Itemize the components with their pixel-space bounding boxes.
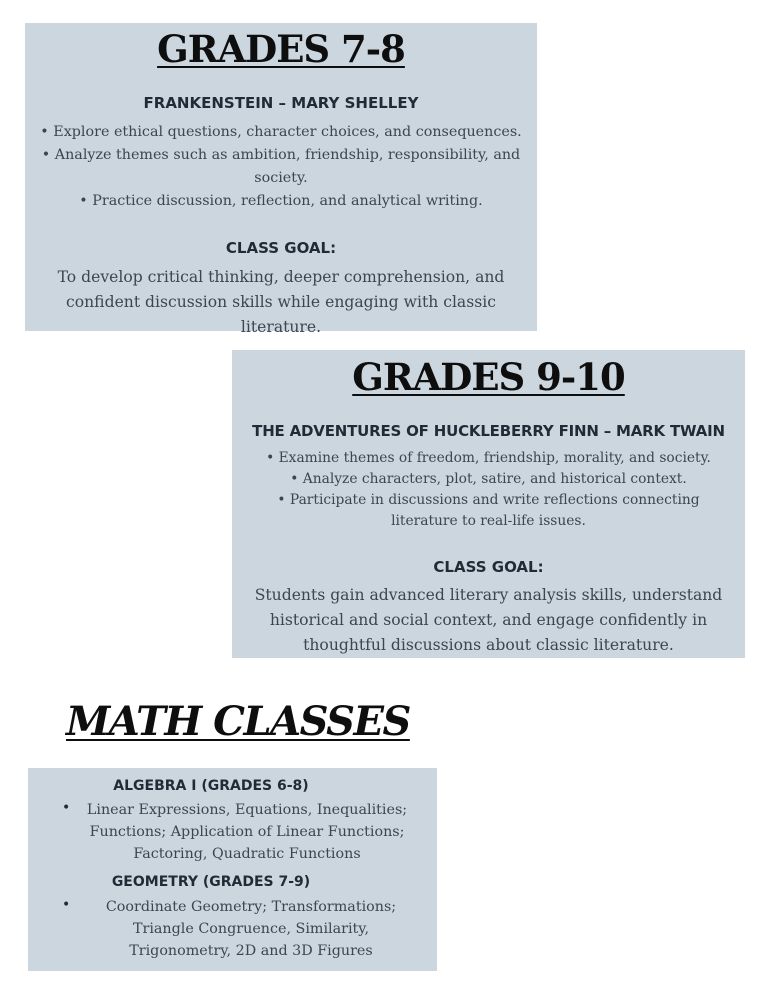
list-item: • Analyze characters, plot, satire, and historical context. <box>290 471 687 487</box>
grades-9-10-card <box>232 350 745 658</box>
grades-7-8-title: GRADES 7-8 <box>157 27 405 71</box>
geometry-course-title: GEOMETRY (GRADES 7-9) <box>111 874 311 890</box>
grades-7-8-goal-text: To develop critical thinking, deeper comprehension, and confident discussion skills while engaging with classic literature. <box>57 268 505 336</box>
list-item: • Practice discussion, reflection, and analytical writing. <box>79 193 483 209</box>
algebra-topics: Linear Expressions, Equations, Inequalities; Functions; Application of Linear Functions; Factoring, Quadratic Functions <box>86 802 408 862</box>
grades-7-8-bullet-list <box>25 121 537 213</box>
math-classes-heading: MATH CLASSES <box>66 698 410 745</box>
grades-9-10-goal-label: CLASS GOAL: <box>433 558 544 576</box>
bullet-icon: • <box>62 897 71 913</box>
frankenstein-book-title: FRANKENSTEIN – MARY SHELLEY <box>143 94 419 112</box>
list-item: • Explore ethical questions, character choices, and consequences. <box>40 124 522 140</box>
grades-9-10-title: GRADES 9-10 <box>352 355 625 399</box>
list-item: • Examine themes of freedom, friendship, morality, and society. <box>266 450 711 466</box>
grades-7-8-card <box>25 23 537 336</box>
grades-9-10-goal-text: Students gain advanced literary analysis skills, understand historical and social context, and engage confidently in thoughtful discussions about classic literature. <box>254 586 723 654</box>
grades-9-10-bullet-list <box>232 448 745 532</box>
grades-7-8-goal-label: CLASS GOAL: <box>225 239 337 257</box>
list-item: • Analyze themes such as ambition, friendship, responsibility, and society. <box>41 147 521 186</box>
huckleberry-finn-book-title: THE ADVENTURES OF HUCKLEBERRY FINN – MARK TWAIN <box>252 422 725 440</box>
list-item: • Participate in discussions and write reflections connecting literature to real-life issues. <box>277 492 700 529</box>
algebra-course-title: ALGEBRA I (GRADES 6-8) <box>113 778 309 794</box>
bullet-icon: • <box>62 800 71 816</box>
geometry-topics: Coordinate Geometry; Transformations; Triangle Congruence, Similarity, Trigonometry, 2D and 3D Figures <box>105 899 397 959</box>
math-classes-card <box>28 768 437 971</box>
